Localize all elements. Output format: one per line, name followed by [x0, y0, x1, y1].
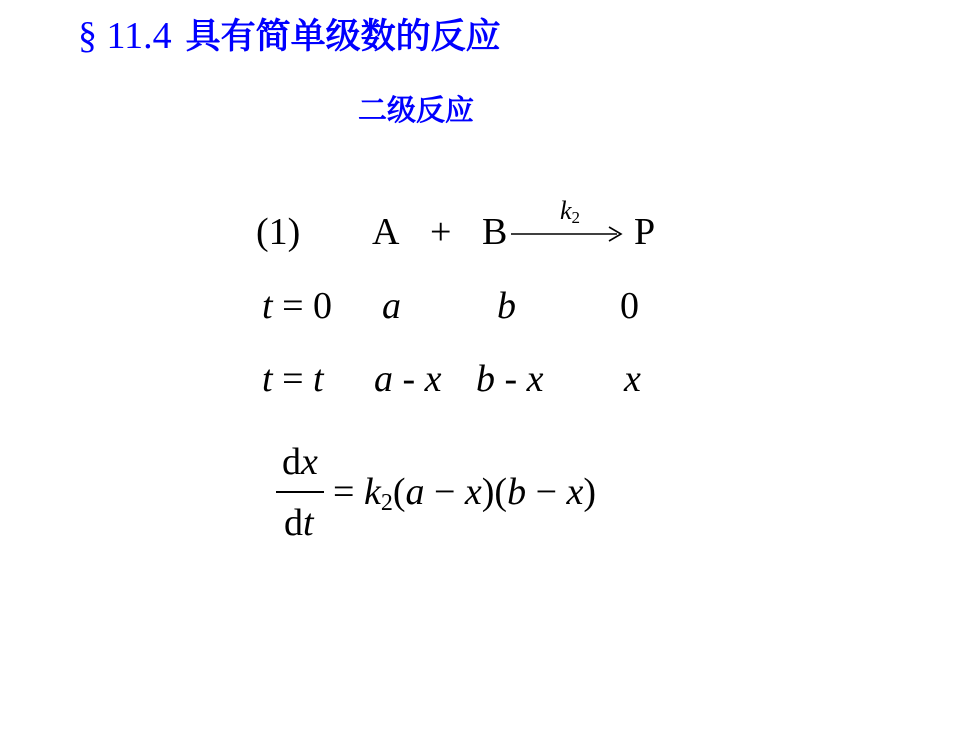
plus-sign: + [430, 211, 452, 253]
rate-equation-rhs: = $k_2(a - x)(b - x)$ [333, 471, 597, 516]
section-number: § 11.4 [78, 15, 172, 57]
fraction-bar [276, 491, 324, 493]
slide-subtitle: 二级反应 [358, 93, 475, 127]
reactant-a: A [372, 211, 400, 253]
product-p: P [634, 211, 656, 253]
derivative-denominator: dt [284, 502, 314, 544]
slide-title [78, 10, 501, 62]
title-text: 具有简单级数的反应 [185, 17, 501, 57]
initial-p: 0 [620, 285, 639, 327]
reactant-b: B [482, 211, 508, 253]
time-t: t = t [262, 358, 324, 400]
derivative-numerator: dx [282, 441, 318, 483]
initial-b: b [497, 285, 516, 327]
product-x: x [624, 358, 641, 400]
initial-a: a [382, 285, 401, 327]
remaining-a: a - x [374, 358, 442, 400]
time-zero: t = 0 [262, 285, 332, 327]
rate-constant: $k_2$ [560, 196, 581, 227]
reaction-label: (1) [256, 211, 301, 253]
remaining-b: b - x [476, 358, 544, 400]
